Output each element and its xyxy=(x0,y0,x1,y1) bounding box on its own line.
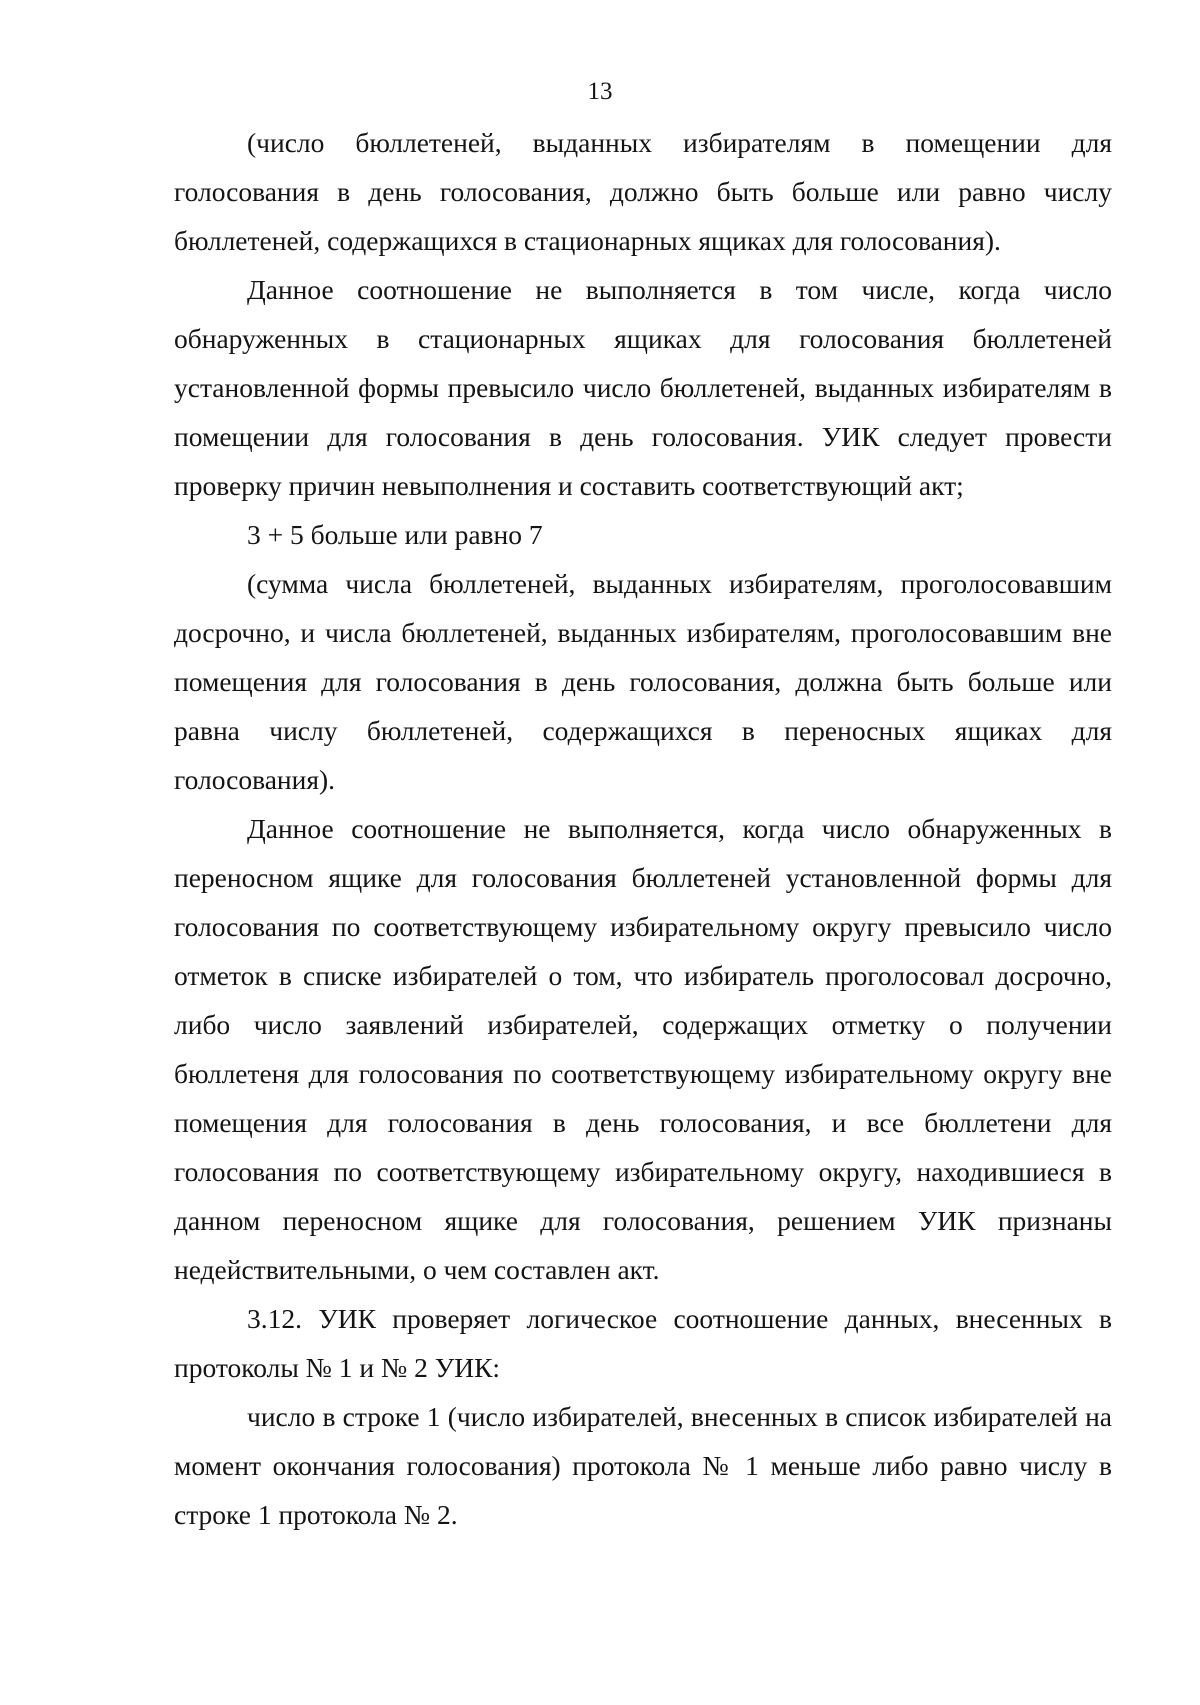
page-number: 13 xyxy=(587,78,613,105)
paragraph-1: (число бюллетеней, выданных избирателям в помещении для голосования в день голосования, должно быть больше или равно числу бюллетеней, содержащихся в стационарных ящиках для голосования). xyxy=(174,127,1112,256)
paragraph-4: (сумма числа бюллетеней, выданных избирателям, проголосовавшим досрочно, и числа бюллетеней, выданных избирателям, проголосовавшим вне помещения для голосования в день голосования, должна быть больше или равна числу бюллетеней, содержащихся в переносных ящиках для голосования). xyxy=(174,568,1112,795)
paragraph-3-formula: 3 + 5 больше или равно 7 xyxy=(247,519,543,550)
paragraph-6-section-3-12: 3.12. УИК проверяет логическое соотношение данных, внесенных в протоколы № 1 и № 2 УИК: xyxy=(174,1303,1112,1383)
paragraph-2: Данное соотношение не выполняется в том числе, когда число обнаруженных в стационарных ящиках для голосования бюллетеней установленной формы превысило число бюллетеней, выданных избирателям в помещении для голосования в день голосования. УИК следует провести проверку причин невыполнения и составить соответствующий акт; xyxy=(174,274,1112,501)
paragraph-5: Данное соотношение не выполняется, когда число обнаруженных в переносном ящике для голосования бюллетеней установленной формы для голосования по соответствующему избирательному округу превысило число отметок в списке избирателей о том, что избиратель проголосовал досрочно, либо число заявлений избирателей, содержащих отметку о получении бюллетеня для голосования по соответствующему избирательному округу вне помещения для голосования в день голосования, и все бюллетени для голосования по соответствующему избирательному округу, находившиеся в данном переносном ящике для голосования, решением УИК признаны недействительными, о чем составлен акт. xyxy=(174,813,1112,1285)
document-body xyxy=(174,118,1112,1539)
paragraph-7: число в строке 1 (число избирателей, внесенных в список избирателей на момент окончания голосования) протокола № 1 меньше либо равно числу в строке 1 протокола № 2. xyxy=(174,1401,1112,1530)
